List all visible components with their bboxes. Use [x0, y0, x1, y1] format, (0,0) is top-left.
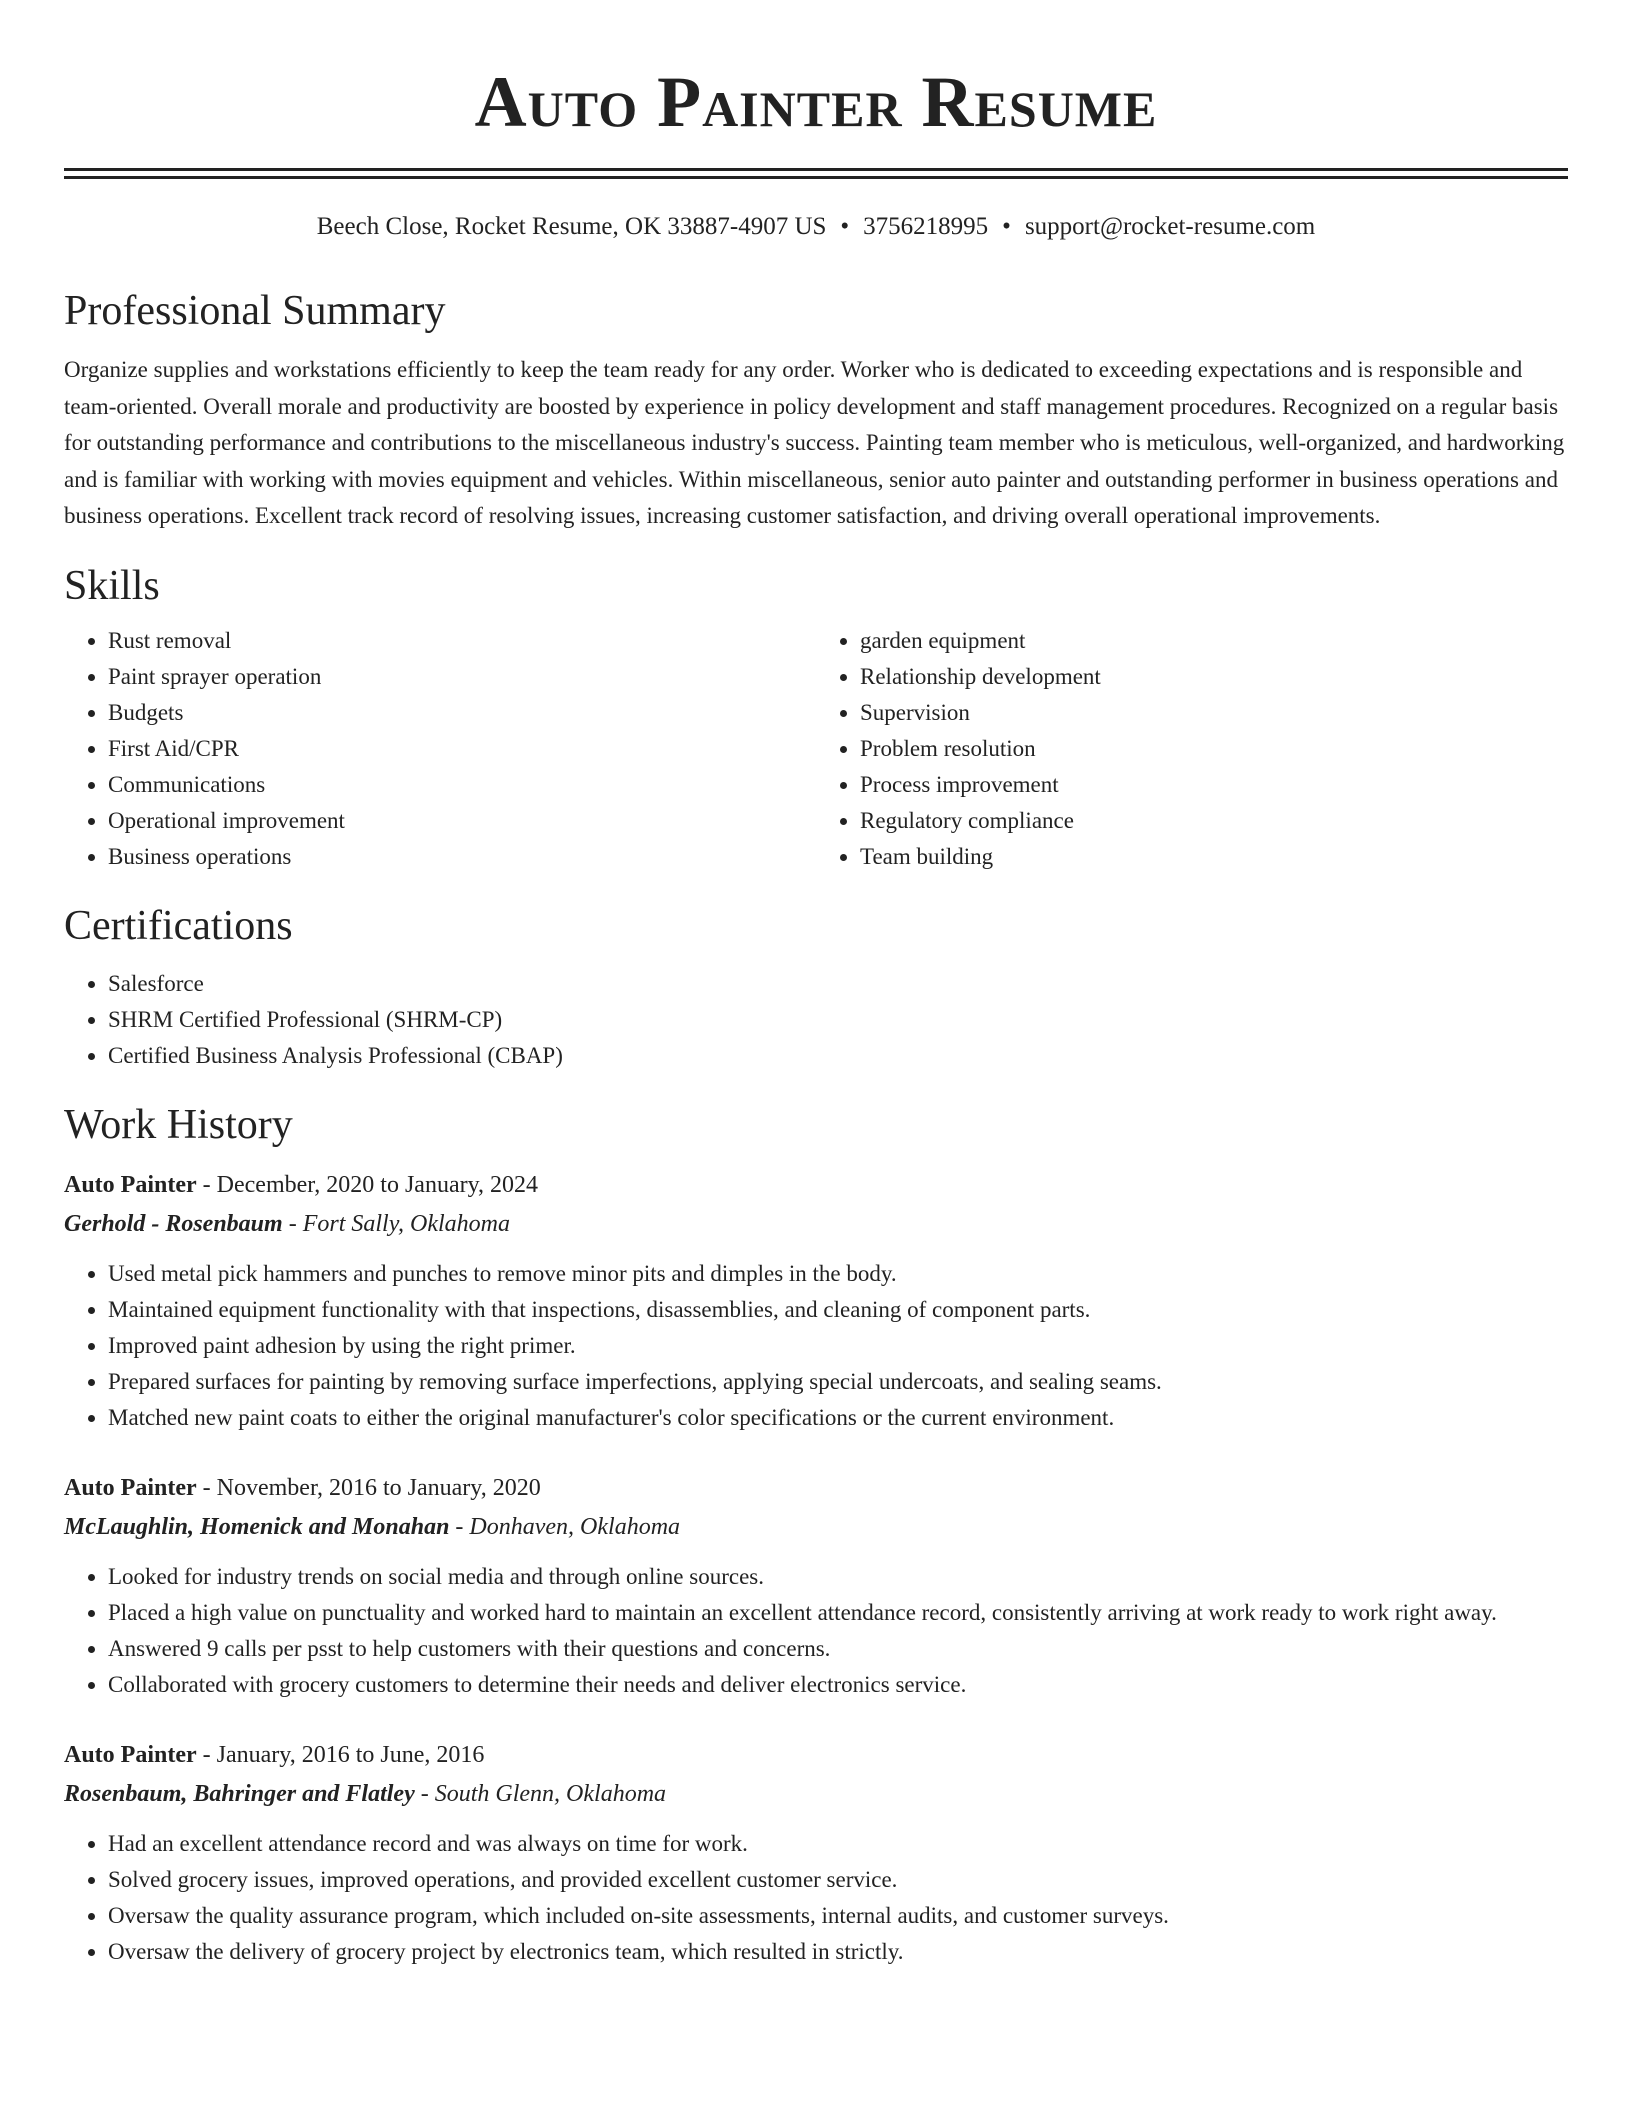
job-bullets [64, 1559, 1568, 1703]
contact-line [64, 212, 1568, 242]
title-divider [64, 168, 1568, 179]
skill-item: • Paint sprayer operation [108, 659, 816, 695]
work-history-section [64, 1100, 1568, 1970]
job-company-line [64, 1205, 1568, 1244]
job-company-line [64, 1775, 1568, 1814]
skills-heading: Skills [64, 562, 160, 609]
job-bullet: • Looked for industry trends on social media and through online sources. [108, 1559, 1568, 1595]
job-company: Rosenbaum, Bahringer and Flatley [64, 1781, 415, 1808]
skill-item: • Regulatory compliance [860, 803, 1568, 839]
summary-text: Organize supplies and workstations efficiently to keep the team ready for any order. Worker who is dedicated to exceeding expectations and is responsible and team-oriented. Overall morale and productivity are boosted by experience in policy development and staff management procedures. Recognized on a regular basis for outstanding performance and contributions to the miscellaneous industry's success. Painting team member who is meticulous, well-organized, and hardworking and is familiar with working with movies equipment and vehicles. Within miscellaneous, senior auto painter and outstanding performer in business operations and business operations. Excellent track record of resolving issues, increasing customer satisfaction, and driving overall operational improvements. [64, 357, 1565, 529]
job-bullet: • Maintained equipment functionality with that inspections, disassemblies, and cleaning of component parts. [108, 1292, 1568, 1328]
skill-item: • Supervision [860, 695, 1568, 731]
skill-item: • Communications [108, 767, 816, 803]
job-bullet: • Prepared surfaces for painting by removing surface imperfections, applying special undercoats, and sealing seams. [108, 1364, 1568, 1400]
skills-list-left [64, 623, 816, 875]
job-role: Auto Painter [64, 1172, 197, 1199]
skills-columns [64, 623, 1568, 875]
job-title-line [64, 1469, 1568, 1508]
job-role: Auto Painter [64, 1742, 197, 1769]
skills-section [64, 561, 1568, 875]
job-bullet: • Solved grocery issues, improved operations, and provided excellent customer service. [108, 1862, 1568, 1898]
contact-address: Beech Close, Rocket Resume, OK 33887-4907 US [316, 213, 827, 240]
skill-item: • Rust removal [108, 623, 816, 659]
contact-separator: • [1002, 213, 1011, 240]
job-entry [64, 1166, 1568, 1436]
contact-email: support@rocket-resume.com [1024, 213, 1316, 240]
skill-item: • Budgets [108, 695, 816, 731]
job-bullet: • Oversaw the quality assurance program, which included on-site assessments, internal audits, and customer surveys. [108, 1898, 1568, 1934]
job-bullet: • Matched new paint coats to either the original manufacturer's color specifications or the current environment. [108, 1400, 1568, 1436]
summary-section [64, 286, 1568, 535]
skill-item: • garden equipment [860, 623, 1568, 659]
skill-item: • Operational improvement [108, 803, 816, 839]
job-bullet: • Placed a high value on punctuality and worked hard to maintain an excellent attendance record, consistently arriving at work ready to work right away. [108, 1595, 1568, 1631]
job-bullet: • Had an excellent attendance record and was always on time for work. [108, 1826, 1568, 1862]
skill-item: • Business operations [108, 839, 816, 875]
contact-phone: 3756218995 [863, 213, 989, 240]
job-bullet: • Collaborated with grocery customers to determine their needs and deliver electronics service. [108, 1667, 1568, 1703]
certifications-section [64, 901, 1568, 1073]
job-dates: - November, 2016 to January, 2020 [196, 1475, 541, 1502]
skill-item: • First Aid/CPR [108, 731, 816, 767]
job-location: - Donhaven, Oklahoma [449, 1514, 681, 1541]
job-dates: - January, 2016 to June, 2016 [196, 1742, 485, 1769]
summary-heading: Professional Summary [64, 288, 446, 334]
resume-title: Auto Painter Resume [474, 62, 1158, 142]
contact-separator: • [840, 213, 850, 240]
job-entry [64, 1469, 1568, 1703]
skills-list-right [816, 623, 1568, 875]
job-dates: - December, 2020 to January, 2024 [196, 1172, 539, 1199]
job-bullet: • Oversaw the delivery of grocery project by electronics team, which resulted in strictly. [108, 1934, 1568, 1970]
job-role: Auto Painter [64, 1475, 197, 1502]
certifications-heading: Certifications [64, 903, 293, 950]
certifications-list [64, 966, 1568, 1074]
skill-item: • Process improvement [860, 767, 1568, 803]
skill-item: • Problem resolution [860, 731, 1568, 767]
certification-item: • Salesforce [108, 966, 1568, 1002]
certification-item: • SHRM Certified Professional (SHRM-CP) [108, 1002, 1568, 1038]
certification-item: • Certified Business Analysis Professional (CBAP) [108, 1038, 1568, 1074]
job-bullets [64, 1826, 1568, 1970]
job-bullets [64, 1256, 1568, 1436]
skill-item: • Team building [860, 839, 1568, 875]
job-bullet: • Used metal pick hammers and punches to remove minor pits and dimples in the body. [108, 1256, 1568, 1292]
job-location: - Fort Sally, Oklahoma [282, 1211, 511, 1238]
job-bullet: • Improved paint adhesion by using the right primer. [108, 1328, 1568, 1364]
job-company: McLaughlin, Homenick and Monahan [64, 1514, 450, 1541]
job-title-line [64, 1736, 1568, 1775]
job-location: - South Glenn, Oklahoma [414, 1781, 667, 1808]
job-bullet: • Answered 9 calls per psst to help customers with their questions and concerns. [108, 1631, 1568, 1667]
job-company-line [64, 1508, 1568, 1547]
job-company: Gerhold - Rosenbaum [64, 1211, 283, 1238]
work-history-heading: Work History [64, 1101, 293, 1148]
job-title-line [64, 1166, 1568, 1205]
skill-item: • Relationship development [860, 659, 1568, 695]
job-entry [64, 1736, 1568, 1970]
